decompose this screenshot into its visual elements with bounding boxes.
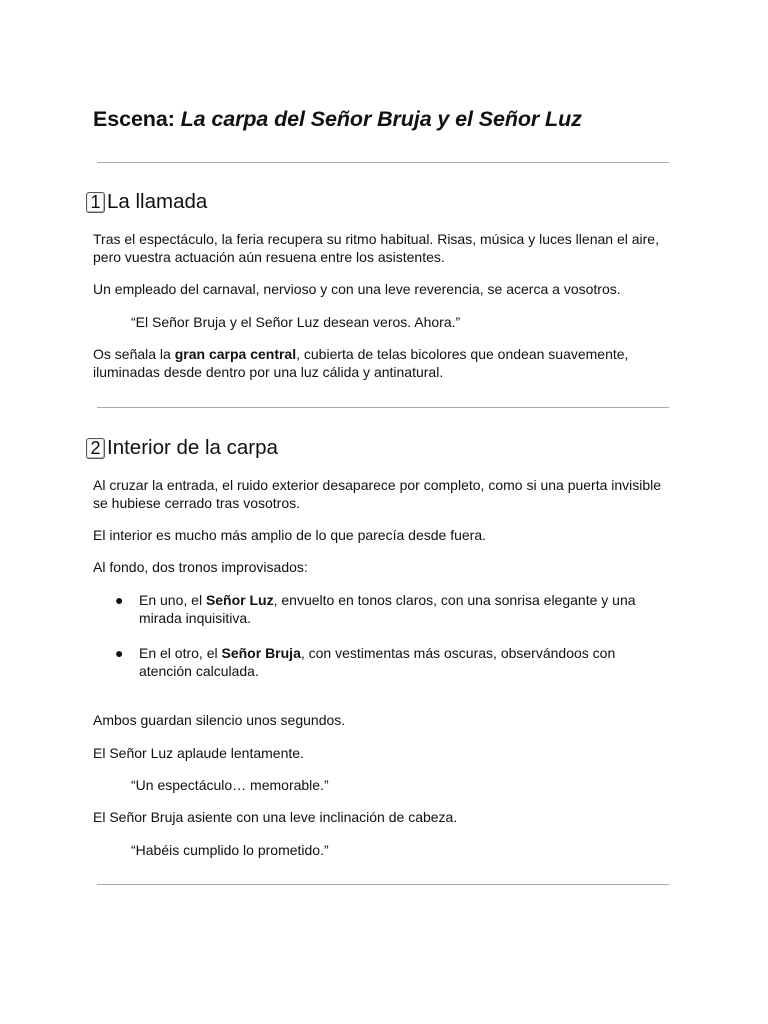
quote: “Habéis cumplido lo prometido.” (131, 842, 329, 858)
paragraph: El Señor Luz aplaude lentamente. (93, 745, 304, 761)
bold-text: Señor Bruja (221, 645, 301, 661)
document-title (93, 107, 582, 132)
divider (97, 162, 669, 163)
bold-text: Señor Luz (205, 592, 274, 608)
bold-text: gran carpa central (174, 346, 297, 362)
section-heading-text: La llamada (107, 190, 208, 213)
section-heading-text: Interior de la carpa (107, 436, 278, 459)
title-scene-name: La carpa del Señor Bruja y el Señor Luz (180, 107, 582, 131)
list-item: ● En el otro, el Señor Bruja, con vestimentas más oscuras, observándoos con atención calculada. (115, 645, 616, 679)
bullet-icon: ● (115, 645, 124, 661)
paragraph: Un empleado del carnaval, nervioso y con una leve reverencia, se acerca a vosotros. (93, 281, 621, 297)
divider (97, 884, 669, 885)
section-number-badge: 2 (86, 438, 105, 459)
list-item: ● En uno, el Señor Luz, envuelto en tonos claros, con una sonrisa elegante y una mirada inquisitiva. (115, 592, 636, 626)
paragraph: Os señala la gran carpa central, cubierta de telas bicolores que ondean suavemente, iluminadas desde dentro por una luz cálida y antinatural. (93, 346, 629, 380)
paragraph: El Señor Bruja asiente con una leve inclinación de cabeza. (93, 809, 458, 825)
paragraph: Tras el espectáculo, la feria recupera su ritmo habitual. Risas, música y luces llenan el aire, pero vuestra actuación aún resuena entre los asistentes. (93, 231, 659, 265)
section-heading-1 (86, 190, 207, 214)
quote: “Un espectáculo… memorable.” (131, 777, 329, 793)
title-prefix: Escena: (93, 107, 181, 131)
section-heading-2 (86, 436, 278, 460)
bullet-icon: ● (115, 592, 124, 608)
section-number-badge: 1 (86, 192, 105, 213)
paragraph: Ambos guardan silencio unos segundos. (93, 712, 346, 728)
divider (97, 407, 669, 408)
paragraph: Al fondo, dos tronos improvisados: (93, 559, 308, 575)
paragraph: Al cruzar la entrada, el ruido exterior desaparece por completo, como si una puerta invisible se hubiese cerrado tras vosotros. (93, 477, 662, 511)
paragraph: El interior es mucho más amplio de lo que parecía desde fuera. (93, 527, 486, 543)
quote: “El Señor Bruja y el Señor Luz desean veros. Ahora.” (131, 314, 461, 330)
